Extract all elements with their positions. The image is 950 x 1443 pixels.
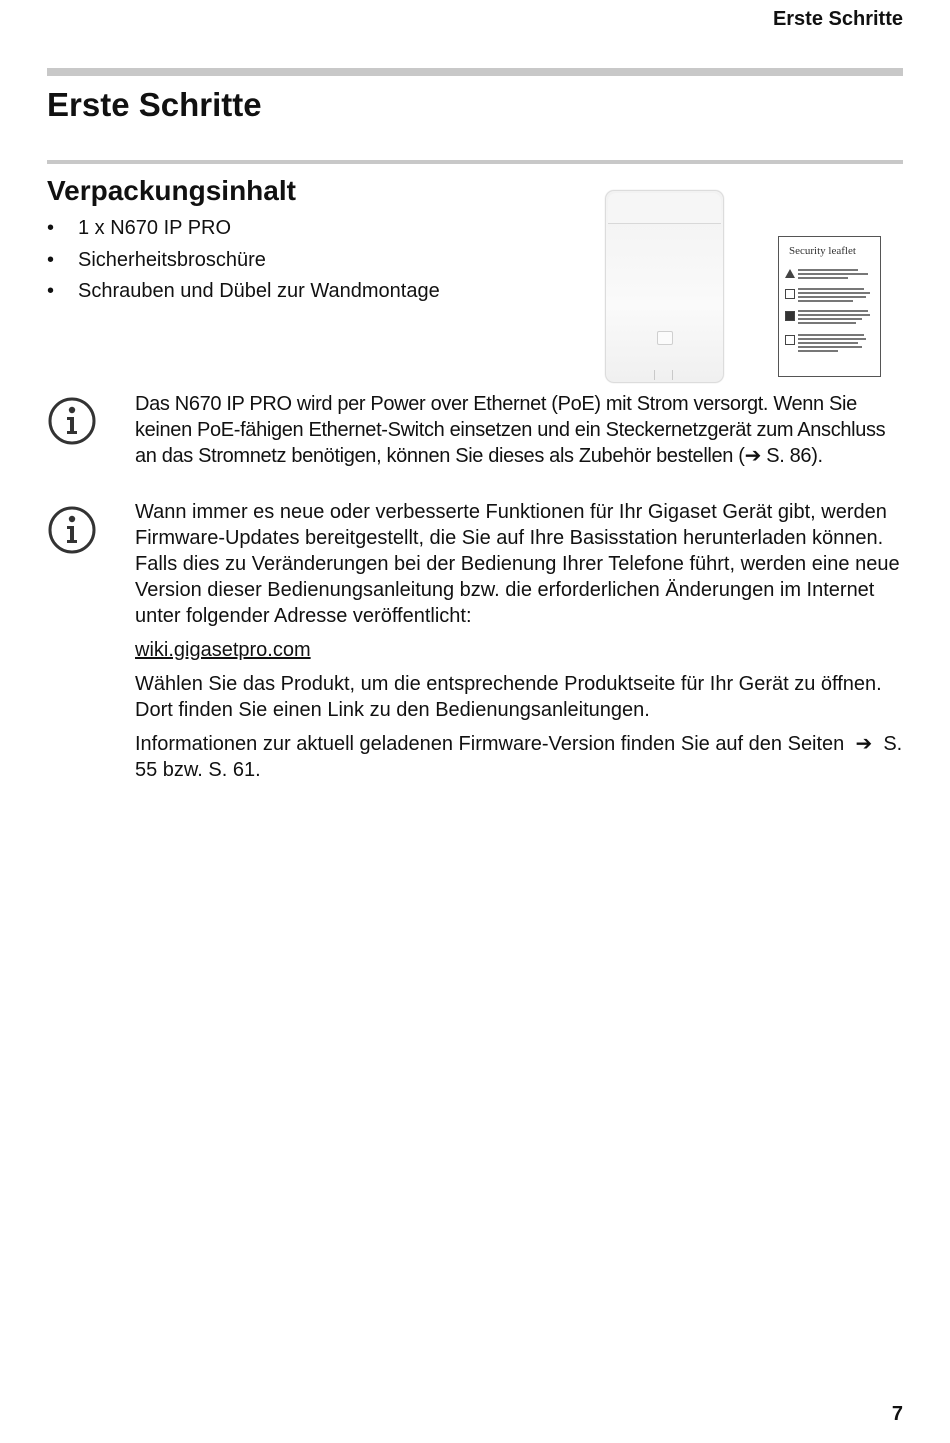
led-indicator xyxy=(657,331,673,345)
package-contents-list xyxy=(47,213,440,308)
arrow-right-icon: ➔ xyxy=(744,445,762,467)
info-icon xyxy=(47,505,97,555)
device-icon xyxy=(785,311,795,321)
bullet-icon: • xyxy=(47,280,55,302)
info-icon xyxy=(47,396,97,446)
recycle-icon xyxy=(785,335,795,345)
chapter-rule xyxy=(47,68,903,76)
section-title: Verpackungsinhalt xyxy=(47,175,296,206)
firmware-info-text: Wann immer es neue oder verbesserte Funktionen für Ihr Gigaset Gerät gibt, werden Firmware-Updates bereitgestellt, die Sie auf Ihre Basisstation herunterladen können. Falls dies zu Veränderungen bei der Bedienung Ihrer Telefone führt, werden eine neue Version dieser Bedienungsanleitung bzw. die erforderlichen Änderungen im Internet unter folgender Adresse veröffentlicht: xyxy=(135,501,900,627)
base-station-image xyxy=(605,190,724,383)
list-item: • 1 x N670 IP PRO xyxy=(47,213,440,245)
product-page-text: Wählen Sie das Produkt, um die entsprechende Produktseite für Ihr Gerät zu öffnen. Dort finden Sie einen Link zu den Bedienungsanleitungen. xyxy=(135,673,882,721)
bullet-icon: • xyxy=(47,248,55,271)
poe-info-text: Das N670 IP PRO wird per Power over Ethernet (PoE) mit Strom versorgt. Wenn Sie keinen PoE-fähigen Ethernet-Switch einsetzen und ein Steckernetzgerät zum Anschluss an das Stromnetz benötigen, können Sie dieses als Zubehör bestellen (➔ S. 86). xyxy=(135,393,886,467)
leaflet-title: Security leaflet xyxy=(789,245,856,257)
page-number: 7 xyxy=(891,1403,903,1425)
section-rule xyxy=(47,160,903,164)
security-leaflet-image xyxy=(778,236,881,377)
list-item: • Schrauben und Dübel zur Wandmontage xyxy=(47,276,440,308)
firmware-version-text: Informationen zur aktuell geladenen Firmware-Version finden Sie auf den Seiten ➔ S. 55 bzw. S. 61. xyxy=(135,733,903,781)
warning-icon xyxy=(785,269,795,278)
running-header-title: Erste Schritte xyxy=(772,8,903,30)
house-icon xyxy=(785,289,795,299)
wiki-link[interactable]: wiki.gigasetpro.com xyxy=(135,639,311,661)
chapter-title: Erste Schritte xyxy=(47,86,262,123)
bullet-icon: • xyxy=(47,217,55,239)
arrow-right-icon: ➔ xyxy=(855,733,873,755)
list-item: • Sicherheitsbroschüre xyxy=(47,245,440,277)
